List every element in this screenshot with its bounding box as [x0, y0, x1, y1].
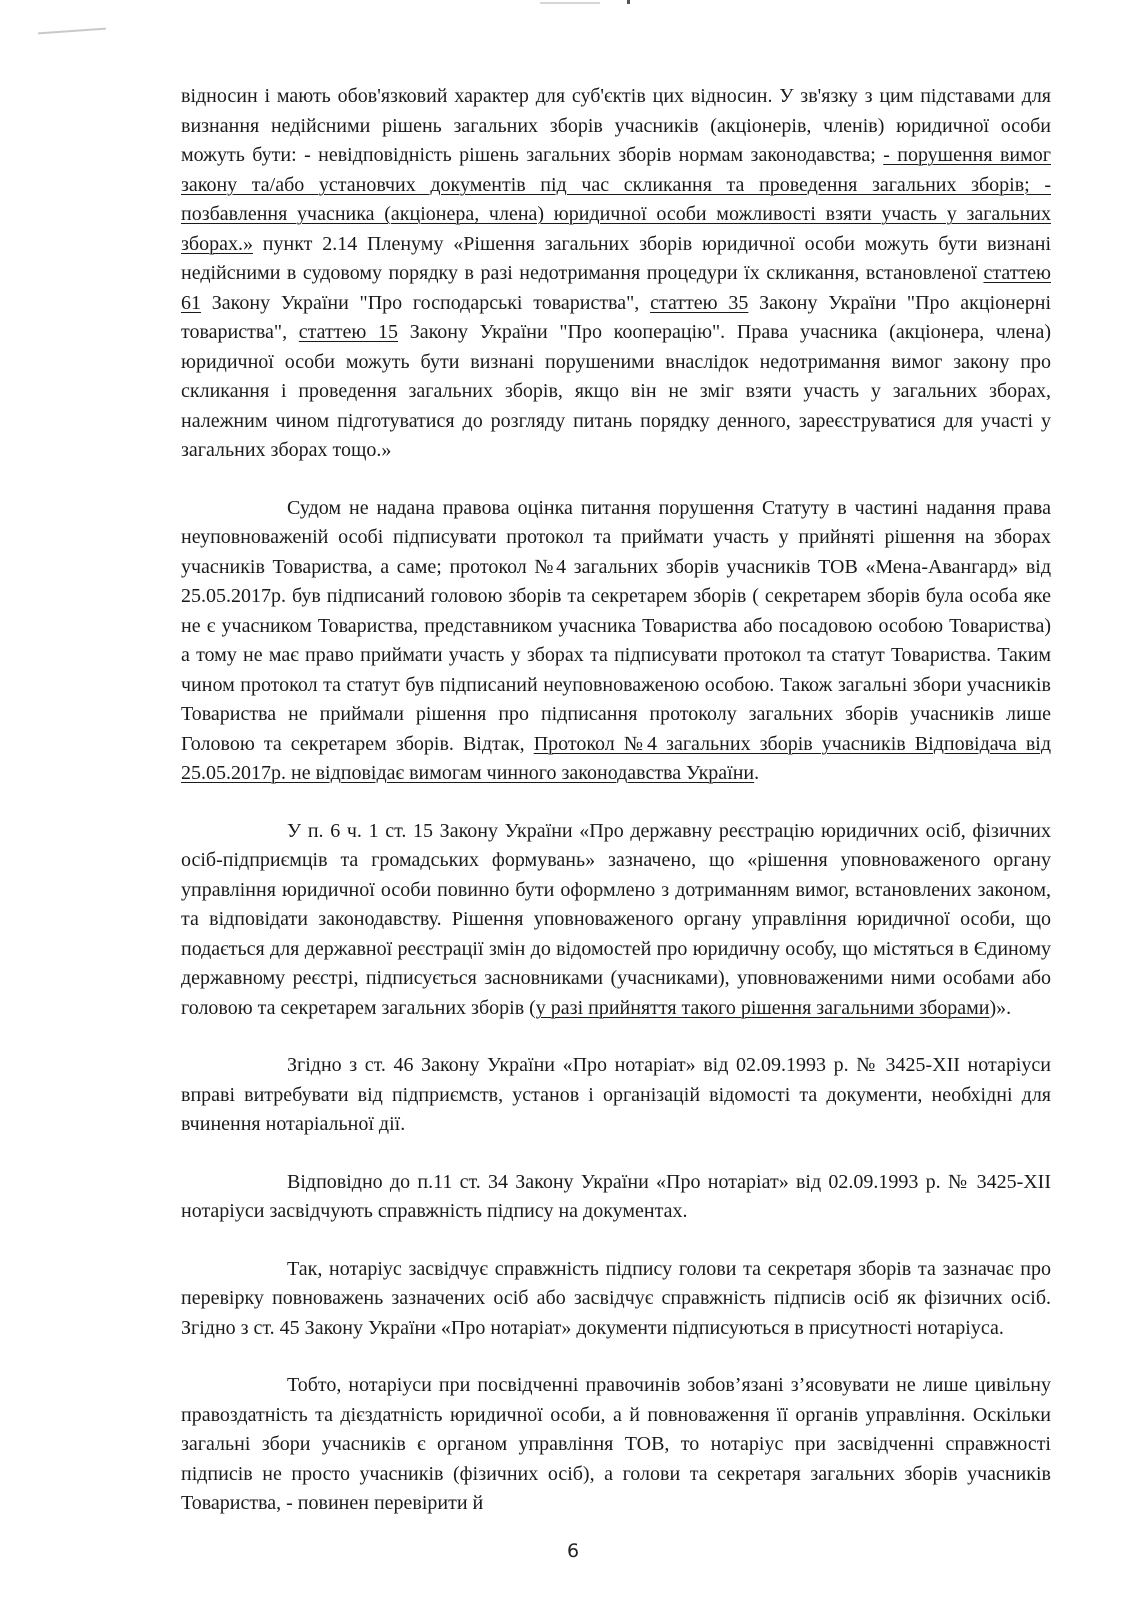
paragraph-2-text: .	[754, 762, 760, 784]
paragraph-4: Згідно з ст. 46 Закону України «Про нотаріат» від 02.09.1993 р. № 3425-XII нотаріуси вправі витребувати від підприємств, установ і організацій відомості та документи, необхідні для вчинення нотаріальної дії.	[181, 1054, 1051, 1135]
paragraph-1-text: Закону України "Про акціонерні товариства",	[181, 291, 1051, 343]
document-page	[181, 82, 1051, 1519]
paragraph-2-text: Судом не надана правова оцінка питання порушення Статуту в частині надання права неуповноваженій особі підписувати протокол та приймати участь у прийняті рішення на зборах учасників Товариства, а саме; протокол №4 загальних зборів учасників ТОВ «Мена-Авангард» від 25.05.2017р. був підписаний головою зборів та секретарем зборів ( секретарем зборів була особа яке не є учасником Товариства, представником учасника Товариства або посадовою особою Товариства) а тому не має право приймати участь у зборах та підписувати протокол та статут Товариства. Таким чином протокол та статут був підписаний неуповноваженою особою. Також загальні збори учасників Товариства не приймали рішення про підписання протоколу загальних зборів учасників лише Головою та секретарем зборів. Відтак,	[181, 496, 1051, 755]
law-reference-link: статтею 35	[650, 291, 749, 314]
scan-artifact-mark	[540, 2, 600, 4]
paragraph-3-text: )».	[989, 996, 1012, 1019]
paragraph-1-text: відносин і мають обов'язковий характер для суб'єктів цих відносин. У зв'язку з цим підставами для визнання недійсними рішень загальних зборів учасників (акціонерів, членів) юридичної особи можуть бути: - невідповідність рішень загальних зборів нормам законодавства;	[181, 85, 1051, 166]
underlined-quote: - порушення вимог закону та/або установчих документів під час скликання та проведення загальних зборів; - позбавлення учасника (акціонера, члена) юридичної особи можливості взяти участь у загальних зборах.»	[181, 144, 1051, 255]
paragraph-3	[181, 817, 1051, 1024]
scan-artifact-mark	[627, 0, 630, 4]
scan-artifact-mark	[38, 28, 106, 35]
paragraph-7: Тобто, нотаріуси при посвідченні правочинів зобов’язані з’ясовувати не лише цивільну правоздатність та дієздатність юридичної особи, а й повноваження її органів управління. Оскільки загальні збори учасників є органом управління ТОВ, то нотаріус при засвідченні справжності підписів не просто учасників (фізичних осіб), а голови та секретаря загальних зборів учасників Товариства, - повинен перевірити й	[181, 1374, 1051, 1514]
underlined-conclusion: Протокол №4 загальних зборів учасників Відповідача від 25.05.2017р. не відповідає вимогам чинного законодавства України	[181, 732, 1051, 784]
paragraph-2	[181, 494, 1051, 789]
paragraph-3-text: У п. 6 ч. 1 ст. 15 Закону України «Про державну реєстрацію юридичних осіб, фізичних осіб-підприємців та громадських формувань» зазначено, що «рішення уповноваженого органу управління юридичної особи повинно бути оформлено з дотриманням вимог, встановлених законом, та відповідати законодавству. Рішення уповноваженого органу управління юридичної особи, що подається для державної реєстрації змін до відомостей про юридичну особу, що містяться в Єдиному державному реєстрі, підписується засновниками (учасниками), уповноваженими ними особами або головою та секретарем загальних зборів (	[181, 819, 1051, 1019]
paragraph-6: Так, нотаріус засвідчує справжність підпису голови та секретаря зборів та зазначає про перевірку повноважень зазначених осіб або засвідчує справжність підписів осіб як фізичних осіб. Згідно з ст. 45 Закону України «Про нотаріат» документи підписуються в присутності нотаріуса.	[181, 1257, 1051, 1339]
paragraph-1	[181, 82, 1051, 466]
paragraph-1-text: Закону України "Про кооперацію". Права учасника (акціонера, члена) юридичної особи можуть бути визнані порушеними внаслідок недотримання вимог закону про скликання і проведення загальних зборів, якщо він не зміг взяти участь у загальних зборах, належним чином підготуватися до розгляду питань порядку денного, зареєструватися для участі у загальних зборах тощо.»	[181, 321, 1051, 461]
paragraph-1-text: пункт 2.14 Пленуму «Рішення загальних зборів юридичної особи можуть бути визнані недійсними в судовому порядку в разі недотримання процедури їх скликання, встановленої	[181, 232, 1051, 284]
law-reference-link: статтею 15	[298, 321, 398, 343]
paragraph-5: Відповідно до п.11 ст. 34 Закону України «Про нотаріат» від 02.09.1993 р. № 3425-XII нотаріуси засвідчують справжність підпису на документах.	[181, 1170, 1051, 1222]
law-reference-link: статтею 61	[181, 262, 1051, 314]
underlined-phrase: у разі прийняття такого рішення загальними зборами	[535, 996, 990, 1019]
paragraph-1-text: Закону України "Про господарські товариства",	[201, 291, 651, 314]
page-number: 6	[566, 1540, 580, 1562]
